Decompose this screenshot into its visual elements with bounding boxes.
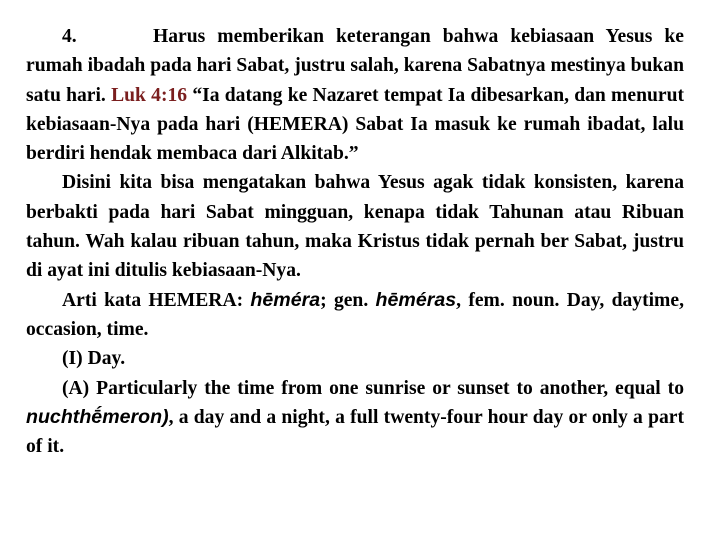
paragraph-text: Disini kita bisa mengatakan bahwa Yesus agak tidak konsisten, karena berbakti pada hari Sabat mingguan, kenapa tidak Tahunan atau Ribuan tahun. Wah kalau ribuan tahun, maka Kristus tidak pernah ber Sabat, justru di ayat ini ditulis kebiasaan-Nya. — [26, 172, 684, 282]
paragraph-point-4 — [26, 22, 684, 168]
paragraph-commentary — [26, 168, 684, 285]
bible-reference: Luk 4:16 — [111, 84, 188, 106]
paragraph-text: , a day and a night, a full twenty-four hour day or only a part of it. — [26, 406, 684, 458]
paragraph-text: Harus memberikan keterangan bahwa kebiasaan Yesus ke rumah ibadah pada hari Sabat, justru salah, karena Sabatnya mestinya bukan satu hari. — [26, 26, 684, 106]
paragraph-sense-a — [26, 374, 684, 462]
paragraph-text: , fem. noun. Day, daytime, occasion, time. — [26, 289, 684, 340]
document-page — [26, 22, 684, 461]
paragraph-text: (I) Day. — [62, 348, 126, 370]
paragraph-text: (A) Particularly the time from one sunrise or sunset to another, equal to — [62, 377, 684, 399]
greek-term-genitive: hēméras — [375, 288, 457, 311]
paragraph-definition — [26, 286, 684, 345]
greek-term: hēméra — [250, 288, 321, 311]
paragraph-sense-i — [26, 344, 684, 373]
paragraph-text: Arti kata HEMERA: — [62, 289, 251, 311]
greek-term-nuchthemeron: nuchthḗmeron) — [26, 405, 169, 428]
point-number: 4. — [62, 26, 77, 47]
quotation-text: “Ia datang ke Nazaret tempat Ia dibesarkan, dan menurut kebiasaan-Nya pada hari (HEMERA) Sabat Ia masuk ke rumah ibadat, lalu berdiri hendak membaca dari Alkitab.” — [26, 84, 684, 165]
paragraph-text: ; gen. — [320, 289, 376, 311]
